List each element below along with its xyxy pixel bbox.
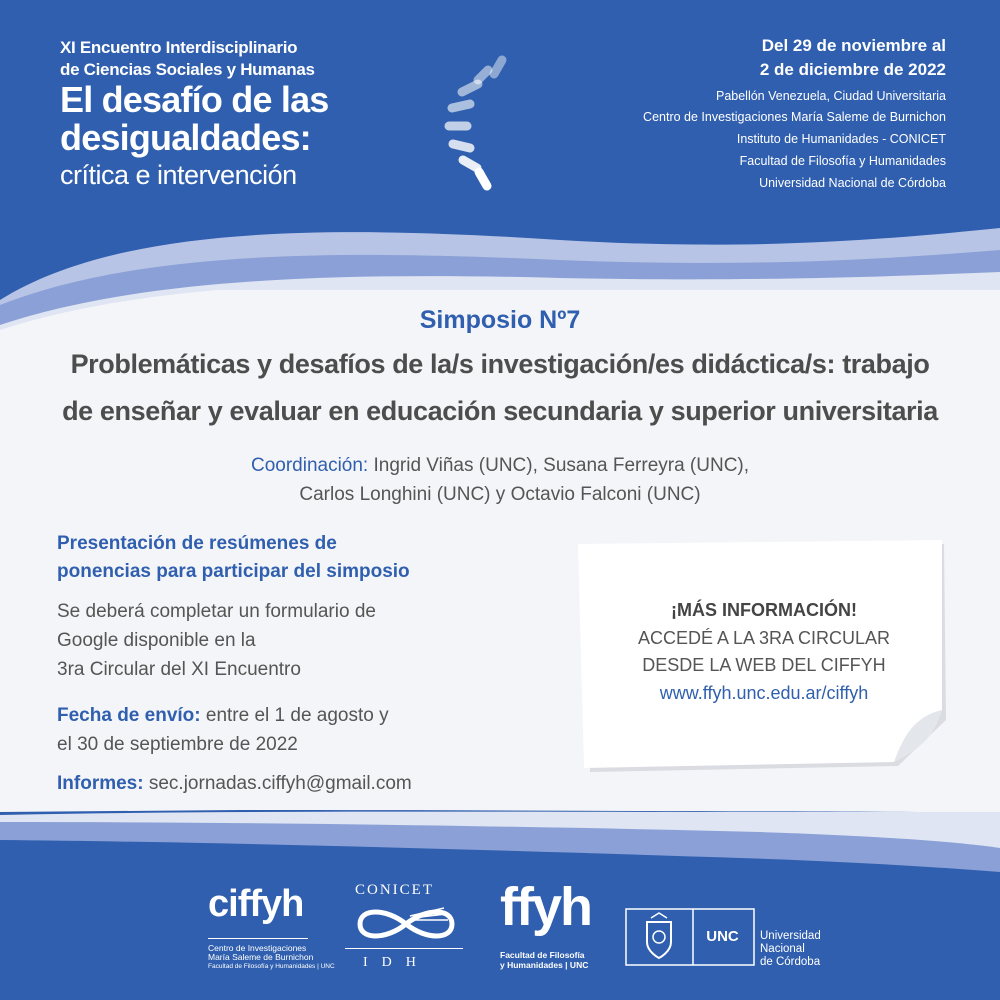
conicet-logo-rule: [345, 948, 463, 949]
deadline-line1: [57, 705, 389, 727]
coordination-line2: Carlos Longhini (UNC) y Octavio Falconi (UNC): [299, 484, 701, 505]
venue-line: Pabellón Venezuela, Ciudad Universitaria: [715, 89, 946, 103]
coordination-line1: [0, 455, 1000, 477]
presentation-heading-line1: Presentación de resúmenes de: [57, 533, 337, 554]
deadline-label: Fecha de envío:: [57, 705, 201, 726]
presentation-heading-line2: ponencias para participar del simposio: [57, 561, 410, 582]
deadline-line2: el 30 de septiembre de 2022: [57, 734, 298, 755]
coordination-label: Coordinación:: [250, 455, 369, 476]
form-text-line1: Se deberá completar un formulario de: [57, 601, 376, 622]
info-email[interactable]: sec.jornadas.ciffyh@gmail.com: [143, 773, 412, 794]
idh-logo-word: IDH: [363, 955, 430, 970]
venue-line: Centro de Investigaciones María Saleme de Burnichon: [643, 110, 946, 124]
event-date-line1: Del 29 de noviembre al: [761, 36, 946, 55]
unc-badge: UNC: [706, 928, 739, 945]
ciffyh-logo-word: ciffyh: [208, 883, 304, 925]
coordination-names-1: Ingrid Viñas (UNC), Susana Ferreyra (UNC),: [368, 455, 750, 476]
symposium-title-line2: de enseñar y evaluar en educación secundaria y superior universitaria: [62, 396, 938, 426]
deadline-value-1: entre el 1 de agosto y: [200, 705, 389, 726]
ciffyh-logo-sub1: Centro de Investigaciones: [208, 943, 307, 953]
ciffyh-logo-sub3: Facultad de Filosofía y Humanidades | UNC: [208, 963, 335, 970]
event-date-line2: 2 de diciembre de 2022: [759, 60, 946, 79]
conicet-infinity-icon: [350, 902, 462, 946]
unc-name-line2: Nacional: [760, 943, 805, 955]
venue-line: Instituto de Humanidades - CONICET: [736, 132, 946, 146]
event-subtitle-line1: XI Encuentro Interdisciplinario: [60, 38, 298, 57]
symposium-title-line1: Problemáticas y desafíos de la/s investigación/es didáctica/s: trabajo: [70, 349, 930, 379]
venue-line: Universidad Nacional de Córdoba: [759, 176, 946, 190]
spinner-logo: [425, 40, 545, 200]
note-line3: DESDE LA WEB DEL CIFFYH: [642, 655, 886, 675]
event-title-line3: crítica e intervención: [60, 160, 297, 190]
info-line: [57, 773, 412, 795]
ciffyh-logo-sub2: María Saleme de Burnichon: [208, 952, 314, 962]
venue-line: Facultad de Filosofía y Humanidades: [739, 154, 946, 168]
form-text-line2: Google disponible en la: [57, 630, 256, 651]
ciffyh-web-link[interactable]: www.ffyh.unc.edu.ar/ciffyh: [659, 683, 869, 703]
event-title-line1: El desafío de las: [60, 79, 329, 120]
unc-name-line1: Universidad: [760, 930, 821, 942]
ciffyh-logo-rule: [208, 938, 308, 939]
unc-name-line3: de Córdoba: [760, 956, 821, 968]
form-text-line3: 3ra Circular del XI Encuentro: [57, 659, 301, 680]
event-title-line2: desigualdades:: [60, 117, 311, 158]
event-subtitle-line2: de Ciencias Sociales y Humanas: [60, 60, 315, 79]
symposium-number: Simposio Nº7: [419, 306, 581, 334]
note-line2: ACCEDÉ A LA 3RA CIRCULAR: [637, 628, 891, 648]
ffyh-logo-sub1: Facultad de Filosofía: [500, 950, 585, 960]
more-info-heading: ¡MÁS INFORMACIÓN!: [671, 600, 857, 620]
ffyh-logo-word: ffyh: [500, 877, 591, 937]
conicet-logo-word: CONICET: [355, 882, 434, 898]
info-label: Informes:: [57, 773, 144, 794]
ffyh-logo-sub2: y Humanidades | UNC: [500, 960, 589, 970]
